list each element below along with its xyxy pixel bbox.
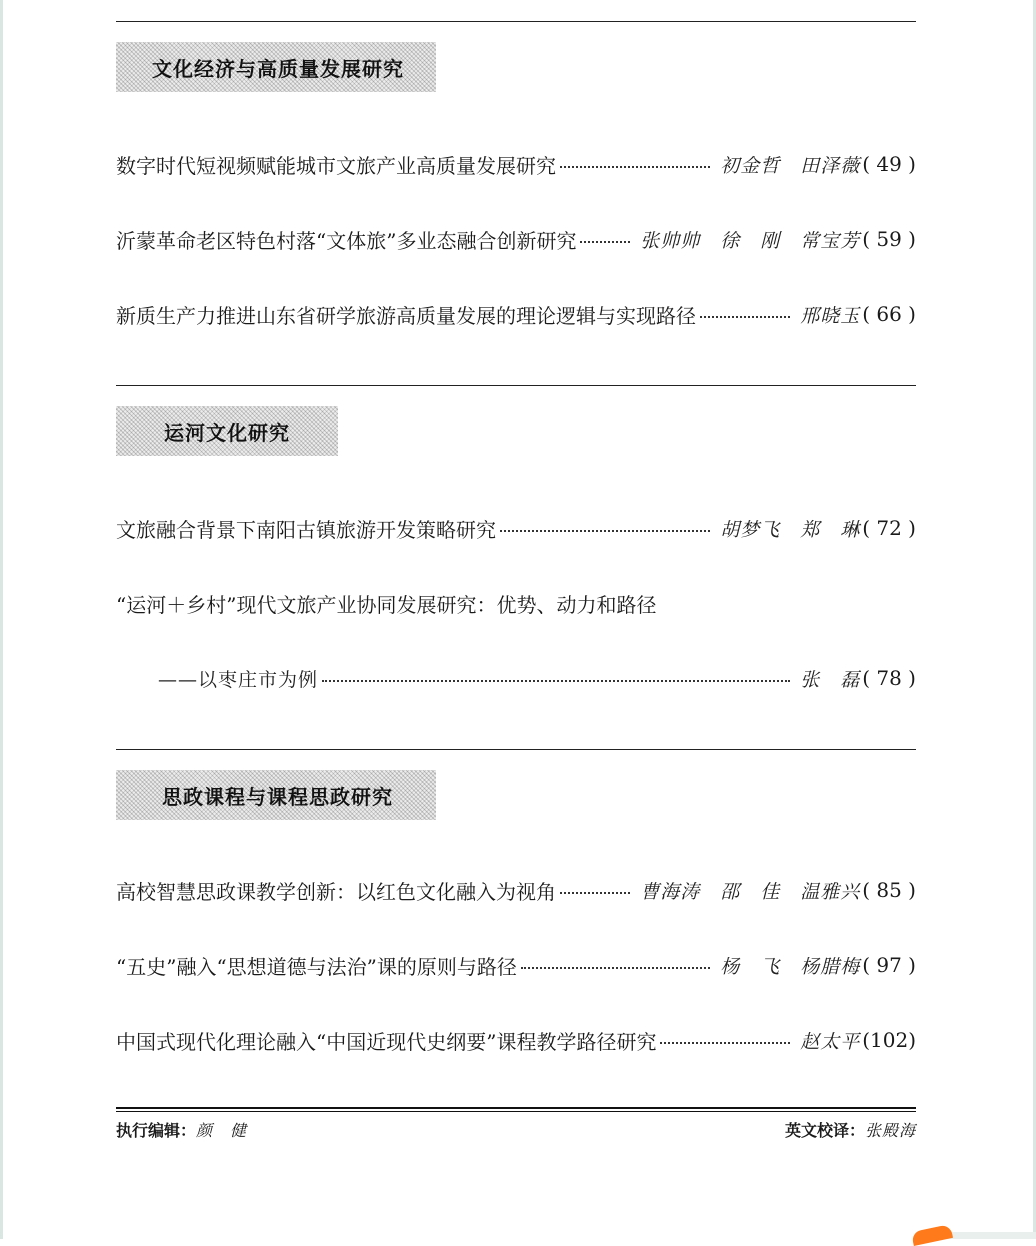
page-corner-strip: [940, 1232, 1036, 1239]
english-translator: [785, 1117, 916, 1141]
translator-label: 英文校译：: [784, 1120, 865, 1140]
toc-entry[interactable]: [116, 874, 916, 906]
article-authors: 赵太平: [800, 1030, 861, 1053]
article-title: 沂蒙革命老区特色村落“文体旅”多业态融合创新研究: [116, 228, 577, 253]
leader-dots: [521, 966, 710, 969]
toc-entry[interactable]: [116, 512, 916, 544]
editor-name: 颜 健: [196, 1120, 248, 1140]
page-number: (102): [862, 1028, 916, 1052]
translator-name: 张殿海: [864, 1120, 916, 1140]
section-divider: [116, 385, 916, 386]
leader-dots: [560, 165, 710, 168]
article-title: “运河＋乡村”现代文旅产业协同发展研究：优势、动力和路径: [116, 592, 657, 617]
toc-entry[interactable]: [116, 298, 916, 330]
article-title: 数字时代短视频赋能城市文旅产业高质量发展研究: [116, 153, 556, 178]
section-header: [116, 770, 436, 820]
page-left-edge: [0, 0, 3, 1239]
leader-dots: [700, 315, 790, 318]
section-divider: [116, 749, 916, 750]
toc-entry[interactable]: [116, 587, 916, 619]
page-number: ( 49 ): [862, 152, 916, 176]
section-title: 运河文化研究: [164, 420, 290, 445]
footer-divider-thin: [116, 1111, 916, 1112]
section-divider: [116, 21, 916, 22]
page-number: ( 66 ): [862, 302, 916, 326]
executive-editor: [116, 1117, 247, 1141]
leader-dots: [660, 1041, 790, 1044]
toc-entry[interactable]: [116, 223, 916, 255]
footer-divider: [116, 1107, 916, 1109]
article-title: “五史”融入“思想道德与法治”课的原则与路径: [116, 954, 517, 979]
page-number: ( 59 ): [862, 227, 916, 251]
page-number: ( 78 ): [862, 666, 916, 690]
article-title: 文旅融合背景下南阳古镇旅游开发策略研究: [116, 517, 496, 542]
page-number: ( 97 ): [862, 953, 916, 977]
page-number: ( 85 ): [862, 878, 916, 902]
editor-label: 执行编辑：: [116, 1120, 197, 1140]
article-title: 高校智慧思政课教学创新：以红色文化融入为视角: [116, 879, 556, 904]
article-authors: 胡梦飞 郑 琳: [720, 518, 861, 541]
toc-entry[interactable]: [116, 148, 916, 180]
article-title: 中国式现代化理论融入“中国近现代史纲要”课程教学路径研究: [116, 1029, 657, 1054]
section-header: [116, 406, 338, 456]
page-corner-mark: [911, 1224, 953, 1246]
section-title: 思政课程与课程思政研究: [162, 784, 393, 809]
article-authors: 张帅帅 徐 刚 常宝芳: [640, 229, 861, 252]
section-header: [116, 42, 436, 92]
article-subtitle: ——以枣庄市为例: [158, 668, 319, 691]
toc-entry[interactable]: [116, 1024, 916, 1056]
toc-entry-continuation[interactable]: [158, 662, 916, 694]
leader-dots: [560, 891, 630, 894]
page-number: ( 72 ): [862, 516, 916, 540]
leader-dots: [500, 529, 710, 532]
article-authors: 杨 飞 杨腊梅: [720, 955, 861, 978]
leader-dots: [322, 679, 790, 682]
article-authors: 初金哲 田泽薇: [720, 154, 861, 177]
article-title: 新质生产力推进山东省研学旅游高质量发展的理论逻辑与实现路径: [116, 303, 696, 328]
section-title: 文化经济与高质量发展研究: [152, 56, 404, 81]
article-authors: 张 磊: [800, 668, 861, 691]
article-authors: 曹海涛 邵 佳 温雅兴: [640, 880, 861, 903]
toc-entry[interactable]: [116, 949, 916, 981]
leader-dots: [580, 240, 630, 243]
article-authors: 邢晓玉: [800, 304, 861, 327]
